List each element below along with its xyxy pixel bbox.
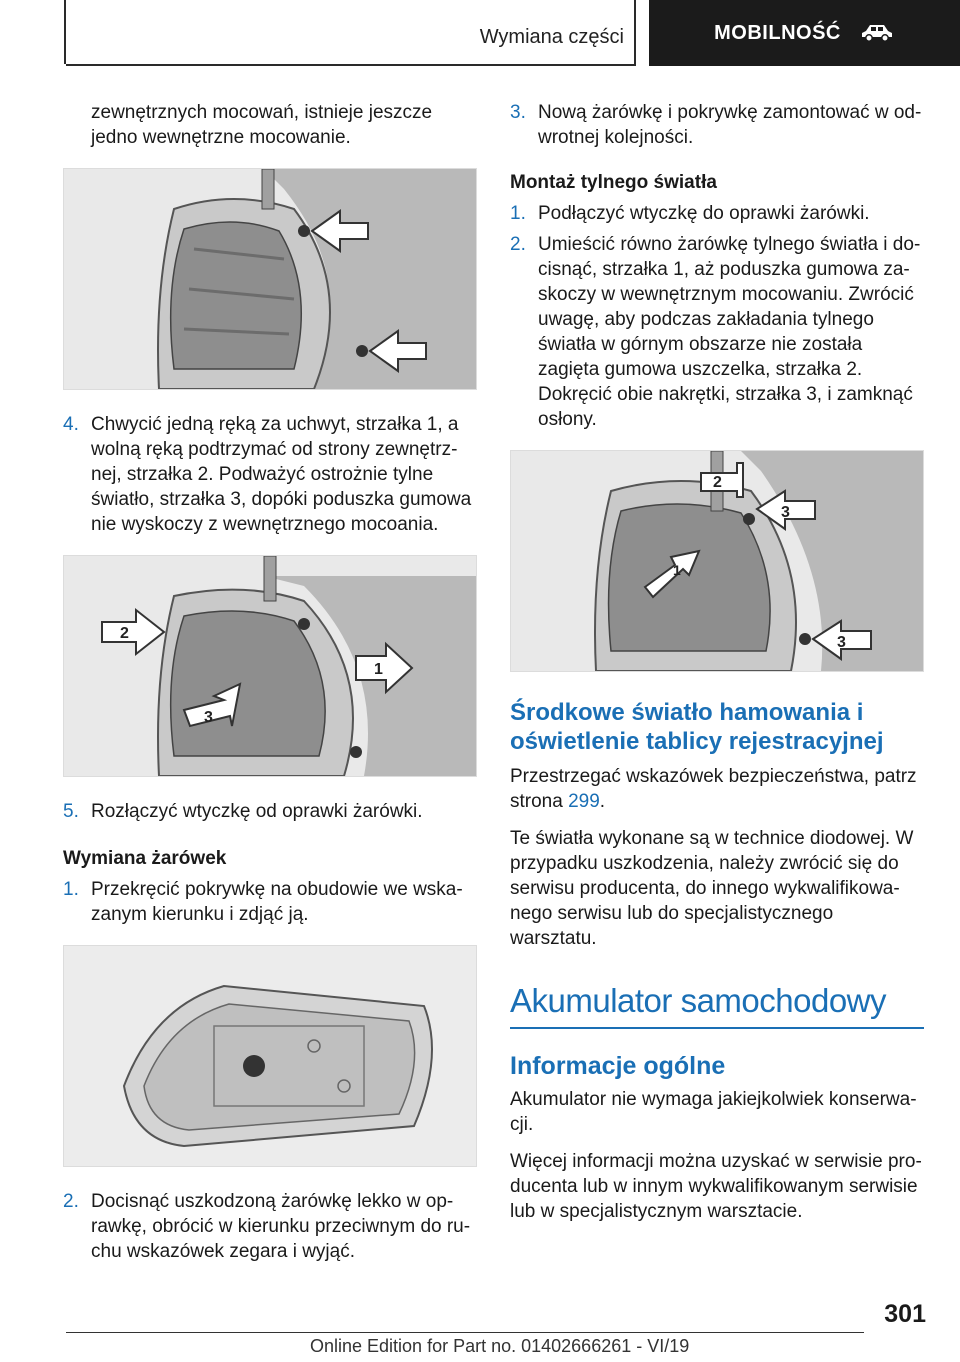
- subheading-bulb-replacement: Wymiana żarówek: [63, 848, 227, 869]
- heading-battery: Akumulator samochodowy: [510, 982, 887, 1019]
- remove-tail-light-illustration: [64, 556, 476, 776]
- arrow-label: 1: [673, 562, 681, 578]
- arrow-label: 1: [374, 661, 383, 678]
- page-number: 301: [884, 1300, 926, 1328]
- car-icon: [859, 22, 895, 44]
- bulb-step-2: [63, 1189, 477, 1264]
- step-5: [63, 799, 477, 824]
- bulb-step-1: [63, 877, 477, 927]
- tail-light-mounts-illustration: [64, 169, 476, 389]
- step-number: 1.: [63, 879, 79, 900]
- figure-light-housing-back: [63, 945, 477, 1167]
- arrow-label: 2: [713, 474, 722, 491]
- step-number: 2.: [63, 1191, 79, 1212]
- arrow-label: 3: [837, 634, 846, 651]
- header-divider-right: [634, 0, 636, 64]
- heading-brake-light: Środkowe światło hamowania i oświetlenie tablicy rejestracyjnej: [510, 699, 884, 755]
- safety-reference: Przestrzegać wskazówek bezpieczeństwa, patrz strona 299.: [510, 766, 917, 812]
- step-number: 3.: [510, 102, 526, 123]
- arrow-label: 2: [120, 625, 129, 642]
- step-text: Nową żarówkę i pokrywkę zamontować w odwrotnej kolejności.: [538, 102, 922, 148]
- right-column: [510, 100, 924, 1236]
- page-link[interactable]: 299: [568, 791, 600, 812]
- step-text: Umieścić równo żarówkę tylnego światła i docisnąć, strzałka 1, aż poduszka gumowa zaskoczy w wewnętrznym mocowaniu. Zwrócić uwagę, aby podczas zakładania tylnego światła w górnym obszarze nie została zagięta gumowa uszczelka, strzałka 2. Dokręcić obie nakrętki, strzałka 3, i zamknąć osłony.: [538, 234, 921, 430]
- led-info-text: Te światła wykonane są w technice diodowej. W przypadku uszkodzenia, należy zwrócić się do serwisu producenta, do innego wykwalifikowanego serwisu lub do specjalistycznego warsztatu.: [510, 828, 914, 949]
- step-text: Podłączyć wtyczkę do oprawki żarówki.: [538, 203, 870, 224]
- battery-info-text: Więcej informacji można uzyskać w serwisie producenta lub w innym wykwalifikowanym serwisie lub w specjalistycznym warsztacie.: [510, 1151, 922, 1222]
- bulb-step-3: [510, 100, 924, 150]
- header-divider-left: [64, 0, 66, 64]
- intro-text: zewnętrznych mocowań, istnieje jeszcze jedno wewnętrzne mocowanie.: [91, 102, 433, 148]
- left-column: [63, 100, 477, 1278]
- step-text: Rozłączyć wtyczkę od oprawki żarówki.: [91, 801, 423, 822]
- header-underline: [66, 64, 636, 66]
- light-housing-back-illustration: [64, 946, 476, 1166]
- subheading-tail-light-mounting: Montaż tylnego światła: [510, 172, 717, 193]
- step-number: 2.: [510, 234, 526, 255]
- heading-general-info: Informacje ogólne: [510, 1052, 726, 1080]
- step-text: Chwycić jedną ręką za uchwyt, strzałka 1, a wolną ręką podtrzymać od strony zewnętrznej, strzałka 2. Podważyć ostrożnie tylne światło, strzałka 3, dopóki poduszka gumowa nie wyskoczy z wewnętrznego mocoania.: [91, 414, 472, 535]
- step-4: [63, 412, 477, 537]
- figure-remove-tail-light: [63, 555, 477, 777]
- chapter-tab-label: MOBILNOŚĆ: [714, 21, 841, 44]
- chapter-tab[interactable]: [649, 0, 960, 66]
- arrow-label: 3: [781, 504, 790, 521]
- figure-install-tail-light: [510, 450, 924, 672]
- step-number: 4.: [63, 414, 79, 435]
- footer-edition: Online Edition for Part no. 01402666261 - VI/19: [310, 1336, 690, 1356]
- section-title: Wymiana części: [479, 26, 624, 48]
- mount-step-2: [510, 232, 924, 432]
- step-text: Docisnąć uszkodzoną żarówkę lekko w oprawkę, obrócić w kierunku przeciwnym do ruchu wskazówek zegara i wyjąć.: [91, 1191, 471, 1262]
- install-tail-light-illustration: [511, 451, 923, 671]
- figure-tail-light-mounts: [63, 168, 477, 390]
- step-text: Przekręcić pokrywkę na obudowie we wskazanym kierunku i zdjąć ją.: [91, 879, 463, 925]
- arrow-label: 3: [204, 709, 213, 726]
- mount-step-1: [510, 201, 924, 226]
- step-number: 5.: [63, 801, 79, 822]
- footer-rule: [66, 1332, 864, 1333]
- step-number: 1.: [510, 203, 526, 224]
- heading-rule: [510, 1027, 924, 1029]
- battery-maintenance-text: Akumulator nie wymaga jakiejkolwiek konserwacji.: [510, 1089, 917, 1135]
